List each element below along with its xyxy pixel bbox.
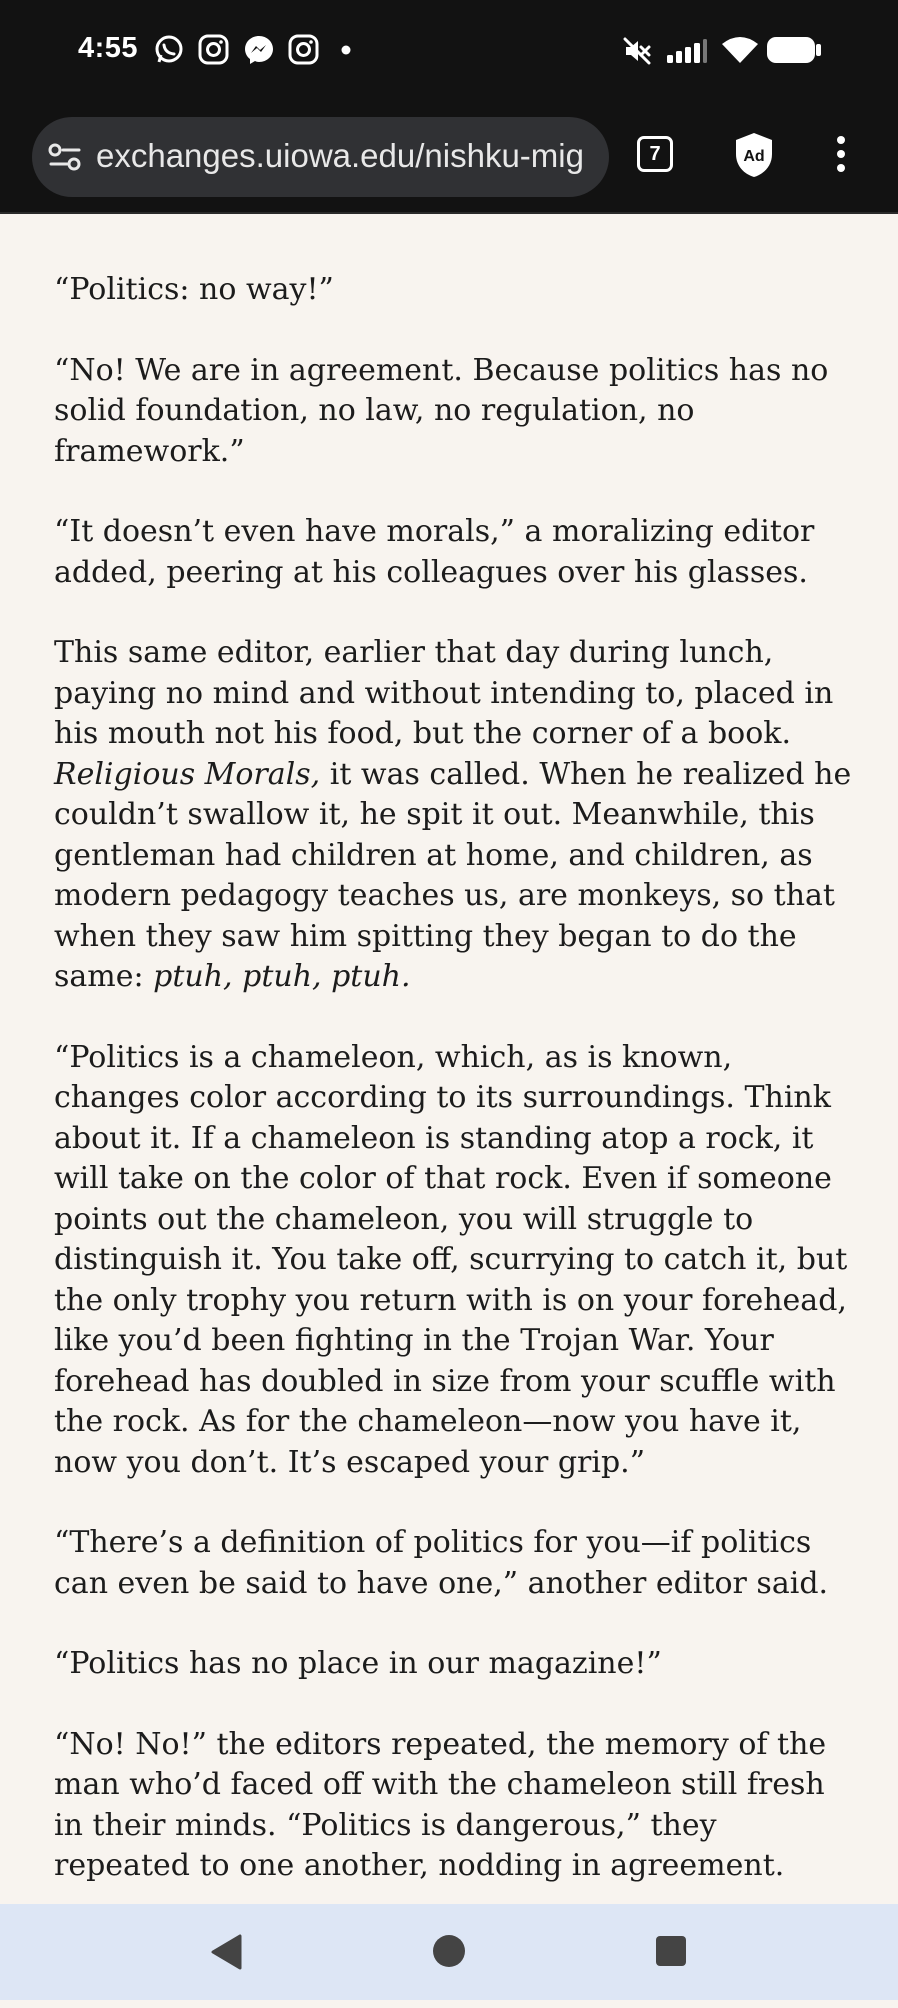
svg-text:Ad: Ad <box>743 148 765 165</box>
battery-icon <box>766 36 822 64</box>
status-bar <box>0 0 898 102</box>
article-body <box>54 212 854 1904</box>
ad-block-shield-icon[interactable] <box>732 131 776 179</box>
messenger-icon <box>243 34 275 66</box>
tab-switcher-button[interactable] <box>637 136 673 172</box>
url-text[interactable]: exchanges.uiowa.edu/nishku-mig <box>96 137 584 174</box>
url-bar[interactable] <box>32 117 609 197</box>
status-time: 4:55 <box>78 32 139 64</box>
notification-dot-icon <box>341 45 351 55</box>
instagram-icon <box>198 34 229 65</box>
signal-icon <box>666 38 708 64</box>
paragraph: “Politics: no way!” <box>54 272 334 307</box>
paragraph: “No! No!” the editors repeated, the memory of the man who’d faced off with the chameleon still fresh in their minds. “Politics is dangerous,” they repeated to one another, nodding in agreement. <box>54 1726 827 1883</box>
book-title: Religious Morals, <box>54 756 321 792</box>
site-settings-icon[interactable] <box>49 143 81 171</box>
paragraph-text: This same editor, earlier that day during lunch, paying no mind and without intending to, placed in his mouth not his food, but the corner of a book. <box>54 635 834 751</box>
paragraph: “Politics has no place in our magazine!” <box>54 1646 662 1681</box>
system-navigation-bar <box>0 1904 898 2000</box>
recents-icon[interactable] <box>654 1934 688 1968</box>
back-icon[interactable] <box>209 1934 243 1970</box>
instagram-icon-2 <box>288 34 319 65</box>
browser-toolbar <box>0 102 898 214</box>
paragraph: “Politics is a chameleon, which, as is known, changes color according to its surroundings. Think about it. If a chameleon is standing atop a rock, it will take on the color of that rock. Even if someone points out the chameleon, you will struggle to distinguish it. You take off, scurrying to catch it, but the only trophy you return with is on your forehead, like you’d been fighting in the Trojan War. Your forehead has doubled in size from your scuffle with the rock. As for the chameleon—now you have it, now you don’t. It’s escaped your grip.” <box>54 1039 848 1480</box>
paragraph: “It doesn’t even have morals,” a moralizing editor added, peering at his colleagues over his glasses. <box>54 514 815 590</box>
paragraph: “There’s a definition of politics for you—if politics can even be said to have one,” another editor said. <box>54 1525 829 1601</box>
paragraph <box>54 633 854 998</box>
mute-icon <box>622 36 652 66</box>
paragraph-text: it was called. When he realized he couldn’t swallow it, he spit it out. Meanwhile, this gentleman had children at home, and children, as modern pedagogy teaches us, are monkeys, so that when they saw him spitting they began to do the same: <box>54 756 852 994</box>
paragraph: “No! We are in agreement. Because politics has no solid foundation, no law, no regulation, no framework.” <box>54 352 829 469</box>
spitting-sound: ptuh, ptuh, ptuh. <box>153 959 411 994</box>
more-options-icon[interactable] <box>836 136 846 172</box>
tab-count: 7 <box>649 142 661 165</box>
whatsapp-icon <box>153 34 185 66</box>
wifi-icon <box>721 36 759 64</box>
home-icon[interactable] <box>432 1934 466 1968</box>
